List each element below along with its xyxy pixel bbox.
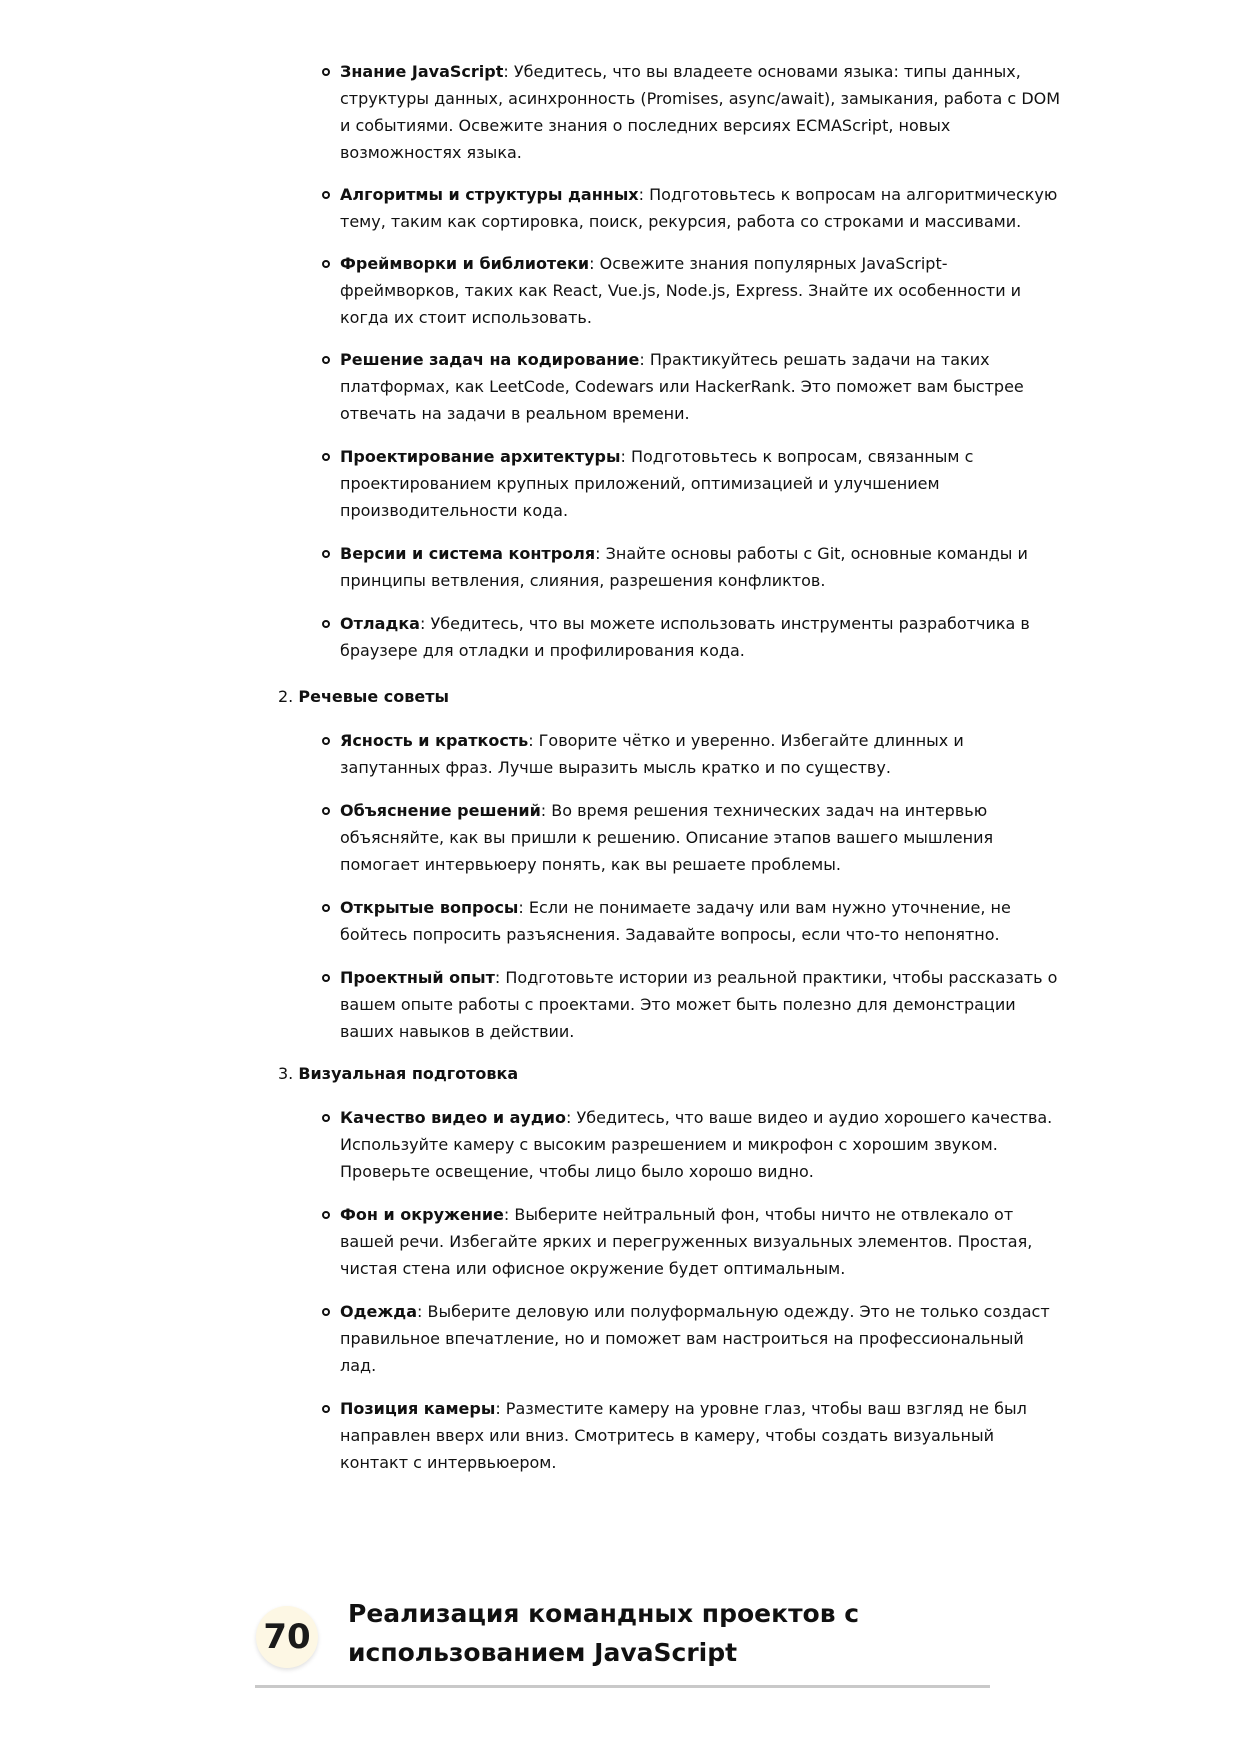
item-line: : Разместите камеру на уровне глаз, чтобы ваш взгляд не был xyxy=(495,1399,1027,1418)
item-term: Знание JavaScript xyxy=(340,62,504,81)
circle-bullet-icon xyxy=(322,1114,330,1122)
circle-bullet-icon xyxy=(322,550,330,558)
section-heading xyxy=(278,683,449,710)
item-line: платформах, как LeetCode, Codewars или HackerRank. Это поможет вам быстрее xyxy=(340,377,1024,396)
item-line: тему, таким как сортировка, поиск, рекурсия, работа со строками и массивами. xyxy=(340,212,1022,231)
circle-bullet-icon xyxy=(322,356,330,364)
item-line: Используйте камеру с высоким разрешением и микрофон с хорошим звуком. xyxy=(340,1135,998,1154)
item-line: когда их стоит использовать. xyxy=(340,308,592,327)
item-term: Ясность и краткость xyxy=(340,731,529,750)
circle-bullet-icon xyxy=(322,807,330,815)
item-term: Фреймворки и библиотеки xyxy=(340,254,590,273)
circle-bullet-icon xyxy=(322,1211,330,1219)
item-line: фреймворков, таких как React, Vue.js, Node.js, Express. Знайте их особенности и xyxy=(340,281,1022,300)
item-line: структуры данных, асинхронность (Promises, async/await), замыкания, работа с DOM xyxy=(340,89,1061,108)
item-term: Одежда xyxy=(340,1302,418,1321)
item-line: : Освежите знания популярных JavaScript- xyxy=(589,254,948,273)
item-term: Алгоритмы и структуры данных xyxy=(340,185,639,204)
circle-bullet-icon xyxy=(322,620,330,628)
circle-bullet-icon xyxy=(322,260,330,268)
item-term: Позиция камеры xyxy=(340,1399,496,1418)
section-title: Визуальная подготовка xyxy=(298,1064,519,1083)
chapter-title-line: Реализация командных проектов с xyxy=(348,1599,860,1628)
item-line: : Убедитесь, что вы владеете основами языка: типы данных, xyxy=(503,62,1021,81)
footer-divider xyxy=(255,1685,990,1688)
circle-bullet-icon xyxy=(322,974,330,982)
item-term: Объяснение решений xyxy=(340,801,541,820)
circle-bullet-icon xyxy=(322,1308,330,1316)
item-line: возможностях языка. xyxy=(340,143,522,162)
item-line: помогает интервьюеру понять, как вы решаете проблемы. xyxy=(340,855,841,874)
item-term: Проектирование архитектуры xyxy=(340,447,621,466)
item-line: : Убедитесь, что ваше видео и аудио хорошего качества. xyxy=(565,1108,1053,1127)
section-number: 2. xyxy=(278,687,294,706)
item-line: лад. xyxy=(340,1356,377,1375)
chapter-title-line: использованием JavaScript xyxy=(348,1638,738,1667)
item-line: браузере для отладки и профилирования кода. xyxy=(340,641,745,660)
item-line: отвечать на задачи в реальном времени. xyxy=(340,404,690,423)
item-term: Отладка xyxy=(340,614,420,633)
item-line: : Во время решения технических задач на интервью xyxy=(540,801,988,820)
item-line: проектированием крупных приложений, оптимизацией и улучшением xyxy=(340,474,940,493)
section-number: 3. xyxy=(278,1064,294,1083)
item-line: ваших навыков в действии. xyxy=(340,1022,575,1041)
item-line: Проверьте освещение, чтобы лицо было хорошо видно. xyxy=(340,1162,814,1181)
circle-bullet-icon xyxy=(322,904,330,912)
page-number-badge: 70 xyxy=(256,1606,318,1668)
section-title: Речевые советы xyxy=(298,687,449,706)
circle-bullet-icon xyxy=(322,737,330,745)
circle-bullet-icon xyxy=(322,1405,330,1413)
item-line: правильное впечатление, но и поможет вам настроиться на профессиональный xyxy=(340,1329,1024,1348)
item-term: Проектный опыт xyxy=(340,968,495,987)
item-line: вашей речи. Избегайте ярких и перегруженных визуальных элементов. Простая, xyxy=(340,1232,1033,1251)
item-line: : Говорите чётко и уверенно. Избегайте длинных и xyxy=(528,731,964,750)
item-term: Фон и окружение xyxy=(340,1205,504,1224)
item-line: контакт с интервьюером. xyxy=(340,1453,557,1472)
item-line: производительности кода. xyxy=(340,501,569,520)
item-term: Открытые вопросы xyxy=(340,898,519,917)
item-term: Решение задач на кодирование xyxy=(340,350,640,369)
item-line: принципы ветвления, слияния, разрешения конфликтов. xyxy=(340,571,826,590)
item-line: чистая стена или офисное окружение будет оптимальным. xyxy=(340,1259,846,1278)
item-line: : Выберите нейтральный фон, чтобы ничто не отвлекало от xyxy=(503,1205,1014,1224)
item-line: : Выберите деловую или полуформальную одежду. Это не только создаст xyxy=(417,1302,1050,1321)
item-line: объясняйте, как вы пришли к решению. Описание этапов вашего мышления xyxy=(340,828,994,847)
item-line: : Если не понимаете задачу или вам нужно уточнение, не xyxy=(518,898,1011,917)
item-line: : Подготовьте истории из реальной практики, чтобы рассказать о xyxy=(494,968,1058,987)
item-line: запутанных фраз. Лучше выразить мысль кратко и по существу. xyxy=(340,758,891,777)
item-line: : Убедитесь, что вы можете использовать инструменты разработчика в xyxy=(419,614,1030,633)
item-line: бойтесь попросить разъяснения. Задавайте вопросы, если что-то непонятно. xyxy=(340,925,1000,944)
section-heading xyxy=(278,1060,518,1087)
item-line: : Практикуйтесь решать задачи на таких xyxy=(639,350,990,369)
item-line: : Подготовьтесь к вопросам на алгоритмическую xyxy=(638,185,1058,204)
item-line: направлен вверх или вниз. Смотритесь в камеру, чтобы создать визуальный xyxy=(340,1426,995,1445)
item-line: : Подготовьтесь к вопросам, связанным с xyxy=(620,447,974,466)
item-line: и событиями. Освежите знания о последних версиях ECMAScript, новых xyxy=(340,116,951,135)
circle-bullet-icon xyxy=(322,68,330,76)
item-line: : Знайте основы работы с Git, основные команды и xyxy=(595,544,1028,563)
circle-bullet-icon xyxy=(322,453,330,461)
item-term: Качество видео и аудио xyxy=(340,1108,566,1127)
item-term: Версии и система контроля xyxy=(340,544,596,563)
circle-bullet-icon xyxy=(322,191,330,199)
item-line: вашем опыте работы с проектами. Это может быть полезно для демонстрации xyxy=(340,995,1016,1014)
